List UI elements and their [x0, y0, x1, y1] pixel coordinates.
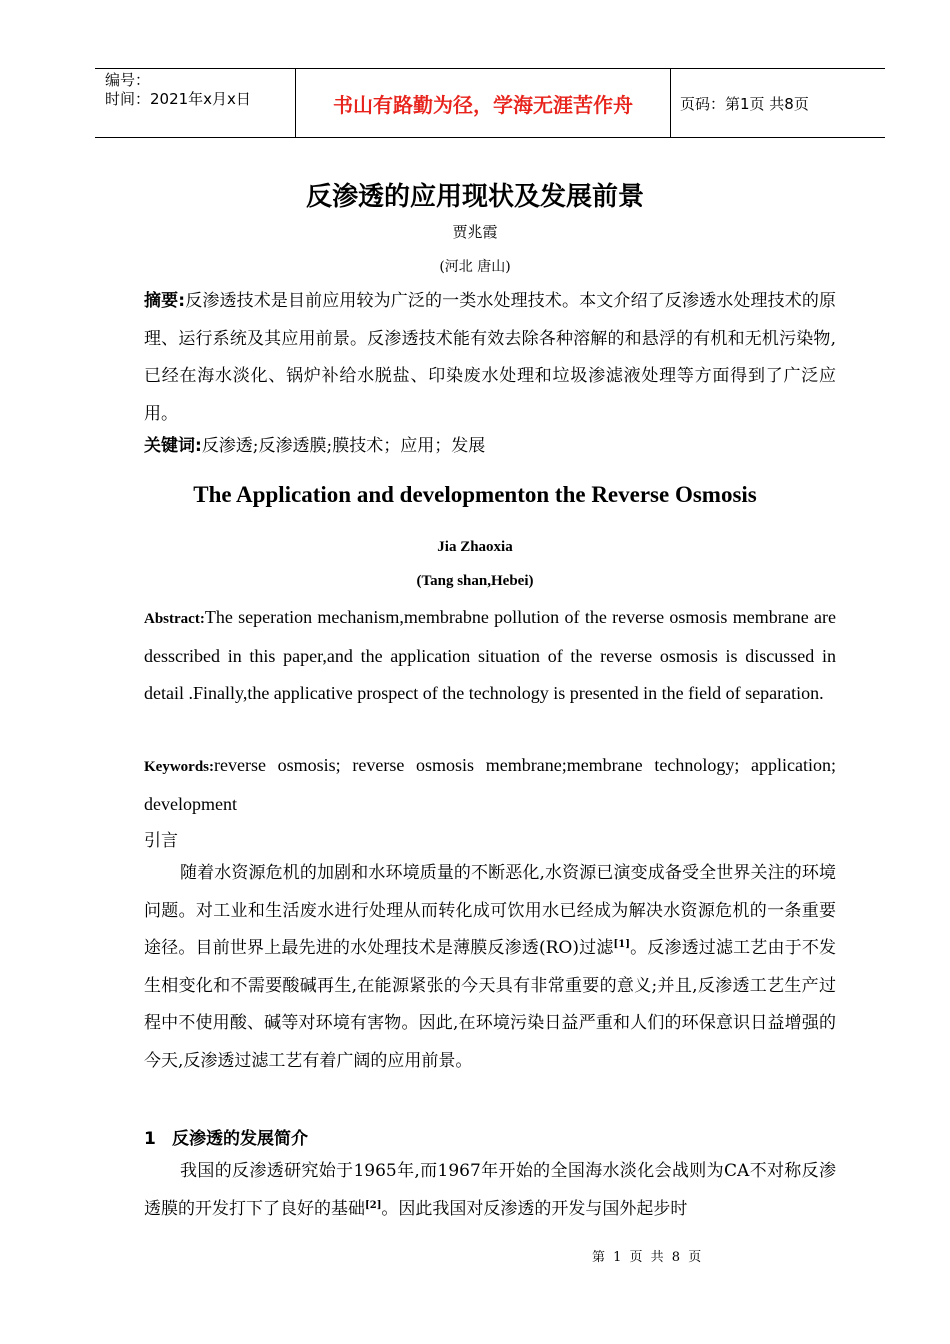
intro-heading: 引言: [144, 831, 178, 851]
section-1-text-part2: 。因此我国对反渗透的开发与国外起步时: [381, 1198, 688, 1219]
page-footer: 第 1 页 共 8 页: [592, 1250, 702, 1265]
citation-2: [2]: [365, 1199, 382, 1211]
keywords-english: [144, 747, 836, 823]
author-english: Jia Zhaoxia: [437, 539, 513, 555]
keywords-english-label: Keywords:: [144, 759, 214, 775]
keywords-chinese-label: 关键词:: [144, 436, 202, 456]
intro-text-part2: 。反渗透过滤工艺由于不发生相变化和不需要酸碱再生,在能源紧张的今天具有非常重要的意义;并且,反渗透工艺生产过程中不使用酸、碱等对环境有害物。因此,在环境污染日益严重和人们的环保意识日益增强的今天,反渗透过滤工艺有着广阔的应用前景。: [144, 938, 836, 1071]
abstract-english-text: The seperation mechanism,membrabne pollution of the reverse osmosis membrane are desscribed in this paper,and the application situation of the reverse osmosis is discussed in detail .Finally,the applicative prospect of the technology is presented in the field of separation.: [144, 607, 836, 703]
document-time-label: 时间：2021年x月x日: [105, 90, 251, 108]
page-header-table: [95, 68, 885, 138]
affiliation-chinese: (河北 唐山): [439, 259, 511, 275]
section-1-text-part1: 我国的反渗透研究始于1965年,而1967年开始的全国海水淡化会战则为CA不对称反渗透膜的开发打下了良好的基础: [144, 1161, 836, 1219]
keywords-chinese-text: 反渗透;反渗透膜;膜技术；应用；发展: [201, 436, 486, 456]
header-info-cell: [95, 69, 295, 137]
abstract-english-label: Abstract:: [144, 611, 205, 627]
section-1-paragraph: [144, 1153, 836, 1228]
section-1-title: 反渗透的发展简介: [172, 1129, 308, 1149]
citation-1: [1]: [613, 939, 630, 950]
header-motto: 书山有路勤为径，学海无涯苦作舟: [295, 69, 671, 137]
abstract-english: [144, 599, 836, 712]
document-number-label: 编号：: [105, 71, 151, 89]
author-chinese: 贾兆霞: [452, 223, 498, 241]
abstract-chinese-text: 反渗透技术是目前应用较为广泛的一类水处理技术。本文介绍了反渗透水处理技术的原理、运行系统及其应用前景。反渗透技术能有效去除各种溶解的和悬浮的有机和无机污染物,已经在海水淡化、锅炉补给水脱盐、印染废水处理和垃圾渗滤液处理等方面得到了广泛应用。: [144, 291, 836, 424]
keywords-chinese: [144, 428, 836, 466]
abstract-chinese: [144, 283, 836, 433]
header-page-info: 页码：第1页 共8页: [680, 94, 809, 113]
section-1-number: 1: [144, 1129, 156, 1149]
title-chinese: 反渗透的应用现状及发展前景: [305, 182, 644, 212]
affiliation-english: (Tang shan,Hebei): [416, 573, 534, 589]
section-1-heading: [144, 1124, 308, 1149]
intro-paragraph: [144, 855, 836, 1080]
keywords-english-text: reverse osmosis; reverse osmosis membrane;membrane technology; application; development: [144, 755, 836, 814]
intro-text-part1: 随着水资源危机的加剧和水环境质量的不断恶化,水资源已演变成备受全世界关注的环境问题。对工业和生活废水进行处理从而转化成可饮用水已经成为解决水资源危机的一条重要途径。目前世界上最先进的水处理技术是薄膜反渗透(RO)过滤: [144, 863, 836, 958]
abstract-chinese-label: 摘要:: [144, 291, 186, 311]
title-english: The Application and developmenton the Reverse Osmosis: [193, 482, 757, 507]
